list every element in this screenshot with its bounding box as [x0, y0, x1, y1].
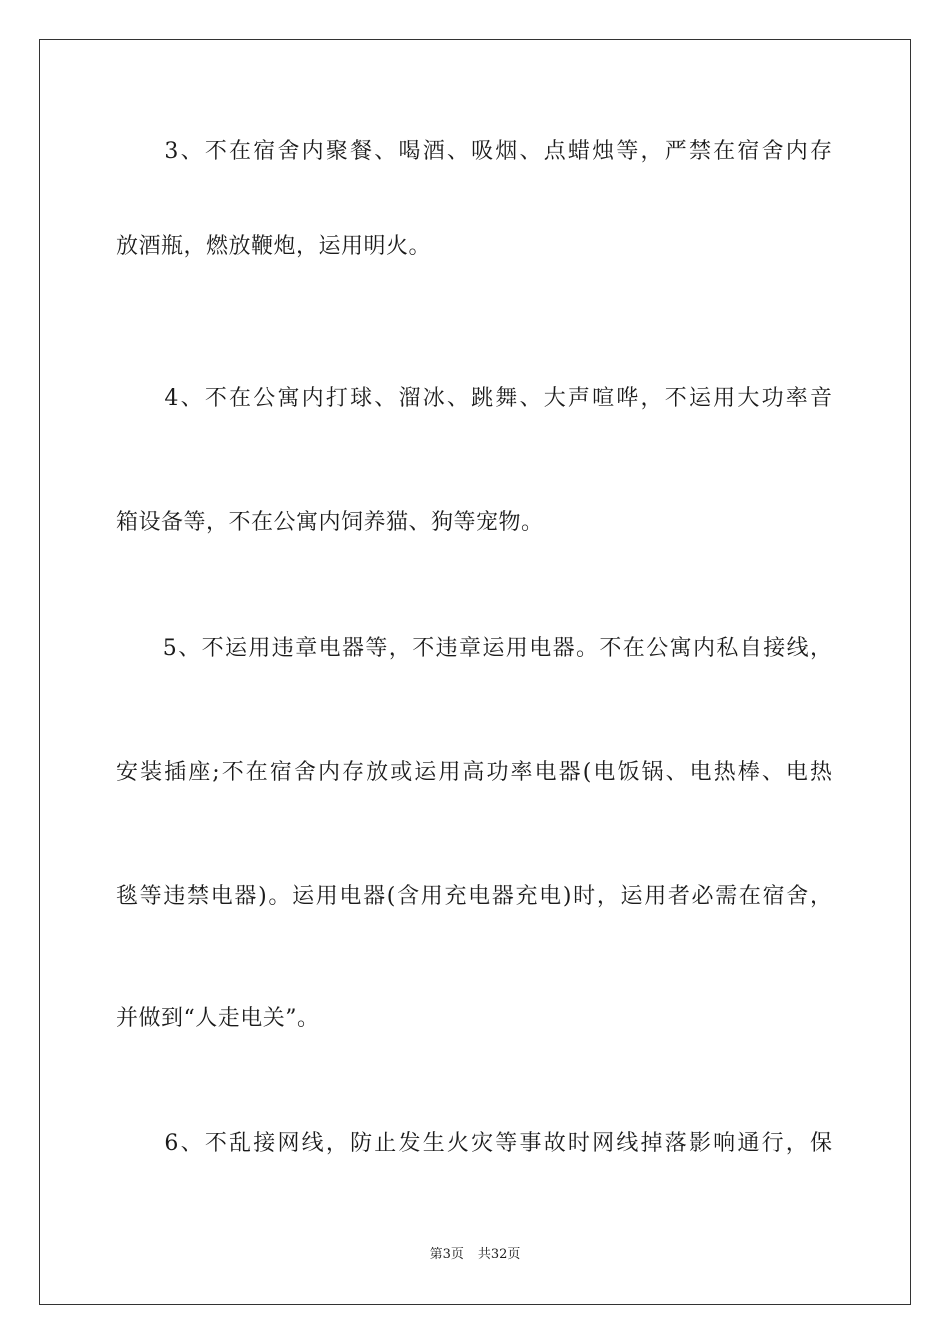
paragraph-4-line-2: 箱设备等，不在公寓内饲养猫、狗等宠物。 — [116, 510, 544, 535]
page-number-total: 共32页 — [477, 1247, 521, 1262]
paragraph-5-line-4: 并做到“人走电关”。 — [116, 1006, 320, 1031]
paragraph-6-line-1: 6、不乱接网线，防止发生火灾等事故时网线掉落影响通行，保 — [116, 1131, 832, 1156]
paragraph-5-line-2: 安装插座;不在宿舍内存放或运用高功率电器(电饭锅、电热棒、电热 — [116, 760, 832, 785]
page-border — [39, 39, 911, 1305]
paragraph-5-line-3: 毯等违禁电器)。运用电器(含用充电器充电)时，运用者必需在宿舍， — [116, 884, 832, 909]
paragraph-4-line-1: 4、不在公寓内打球、溜冰、跳舞、大声喧哗，不运用大功率音 — [116, 386, 832, 411]
paragraph-5-line-1: 5、不运用违章电器等，不违章运用电器。不在公寓内私自接线， — [116, 636, 832, 661]
paragraph-3-line-2: 放酒瓶，燃放鞭炮，运用明火。 — [116, 234, 432, 259]
page-number-current: 第3页 — [429, 1247, 464, 1262]
paragraph-3-line-1: 3、不在宿舍内聚餐、喝酒、吸烟、点蜡烛等，严禁在宿舍内存 — [116, 139, 832, 164]
page-footer — [0, 1246, 950, 1264]
